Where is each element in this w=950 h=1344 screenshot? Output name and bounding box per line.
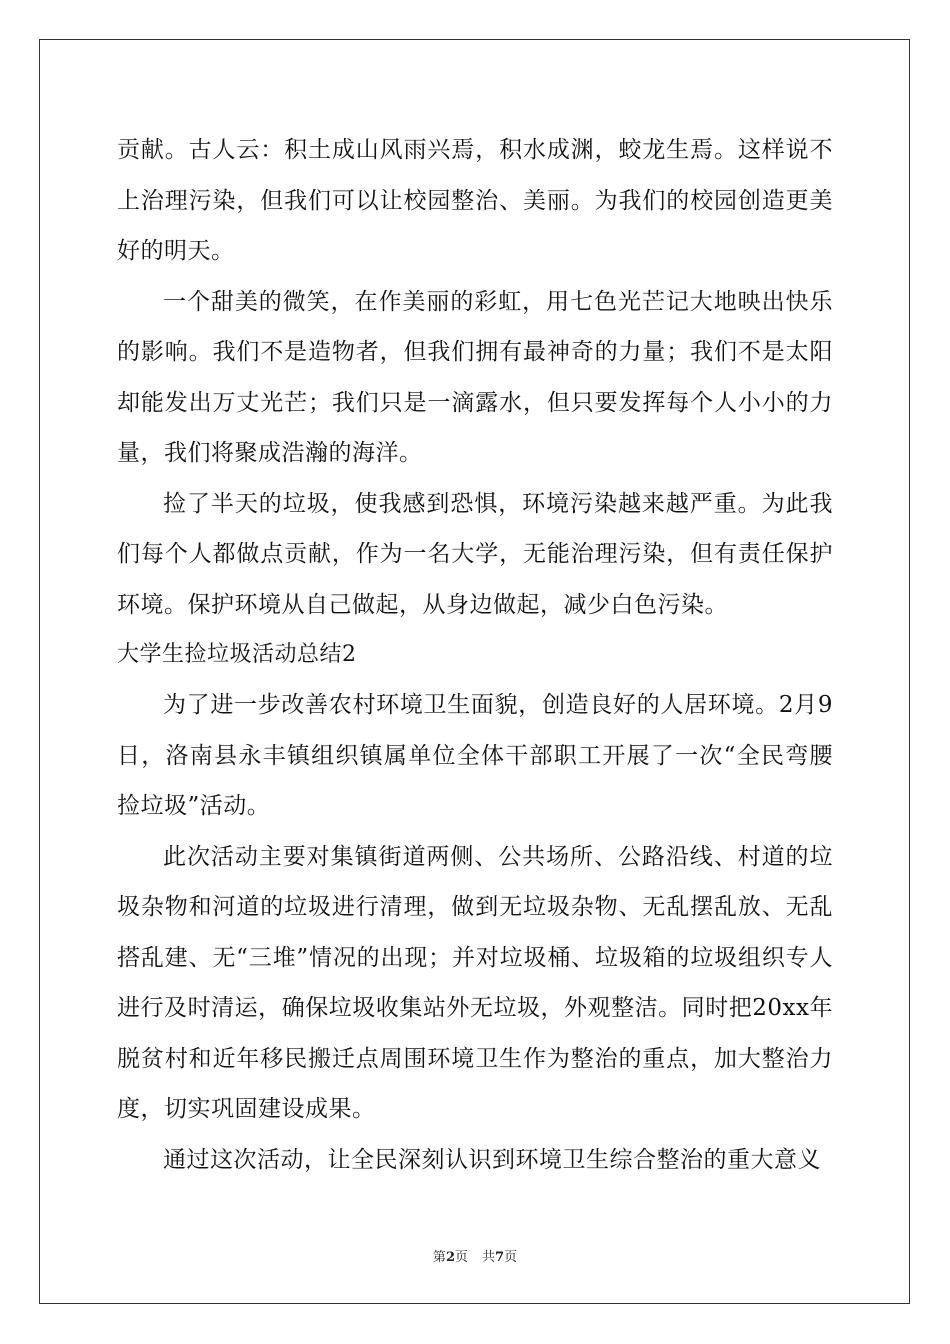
section-heading: 大学生捡垃圾活动总结2	[117, 642, 357, 667]
paragraph-2: 一个甜美的微笑，在作美丽的彩虹，用七色光芒记大地映出快乐的影响。我们不是造物者，但我们拥有最神奇的力量；我们不是太阳却能发出万丈光芒；我们只是一滴露水，但只要发挥每个人小小的力量，我们将聚成浩瀚的海洋。	[117, 288, 833, 466]
paragraph-3: 捡了半天的垃圾，使我感到恐惧，环境污染越来越严重。为此我们每个人都做点贡献，作为一名大学，无能治理污染，但有责任保护环境。保护环境从自己做起，从身边做起，减少白色污染。	[117, 490, 833, 618]
paragraph-6: 通过这次活动，让全民深刻认识到环境卫生综合整治的重大意义	[163, 1146, 821, 1173]
paragraph-5: 此次活动主要对集镇街道两侧、公共场所、公路沿线、村道的垃圾杂物和河道的垃圾进行清理，做到无垃圾杂物、无乱摆乱放、无乱搭乱建、无“三堆”情况的出现；并对垃圾桶、垃圾箱的垃圾组织专人进行及时清运，确保垃圾收集站外无垃圾，外观整洁。同时把20xx年脱贫村和近年移民搬迁点周围环境卫生作为整治的重点，加大整治力度，切实巩固建设成果。	[117, 843, 833, 1122]
page-prefix: 第	[432, 1250, 446, 1265]
paragraph-4: 为了进一步改善农村环境卫生面貌，创造良好的人居环境。2月9日，洛南县永丰镇组织镇属单位全体干部职工开展了一次“全民弯腰捡垃圾”活动。	[117, 692, 833, 819]
total-suffix: 页	[504, 1250, 518, 1265]
total-prefix: 共	[482, 1250, 496, 1265]
page-suffix: 页	[454, 1250, 468, 1265]
page-footer	[0, 1246, 950, 1265]
total-pages: 7	[495, 1250, 505, 1265]
document-body	[117, 125, 833, 1185]
paragraph-1: 贡献。古人云：积土成山风雨兴焉，积水成渊，蛟龙生焉。这样说不上治理污染，但我们可以让校园整治、美丽。为我们的校园创造更美好的明天。	[117, 137, 833, 264]
page-number: 2	[445, 1250, 455, 1265]
